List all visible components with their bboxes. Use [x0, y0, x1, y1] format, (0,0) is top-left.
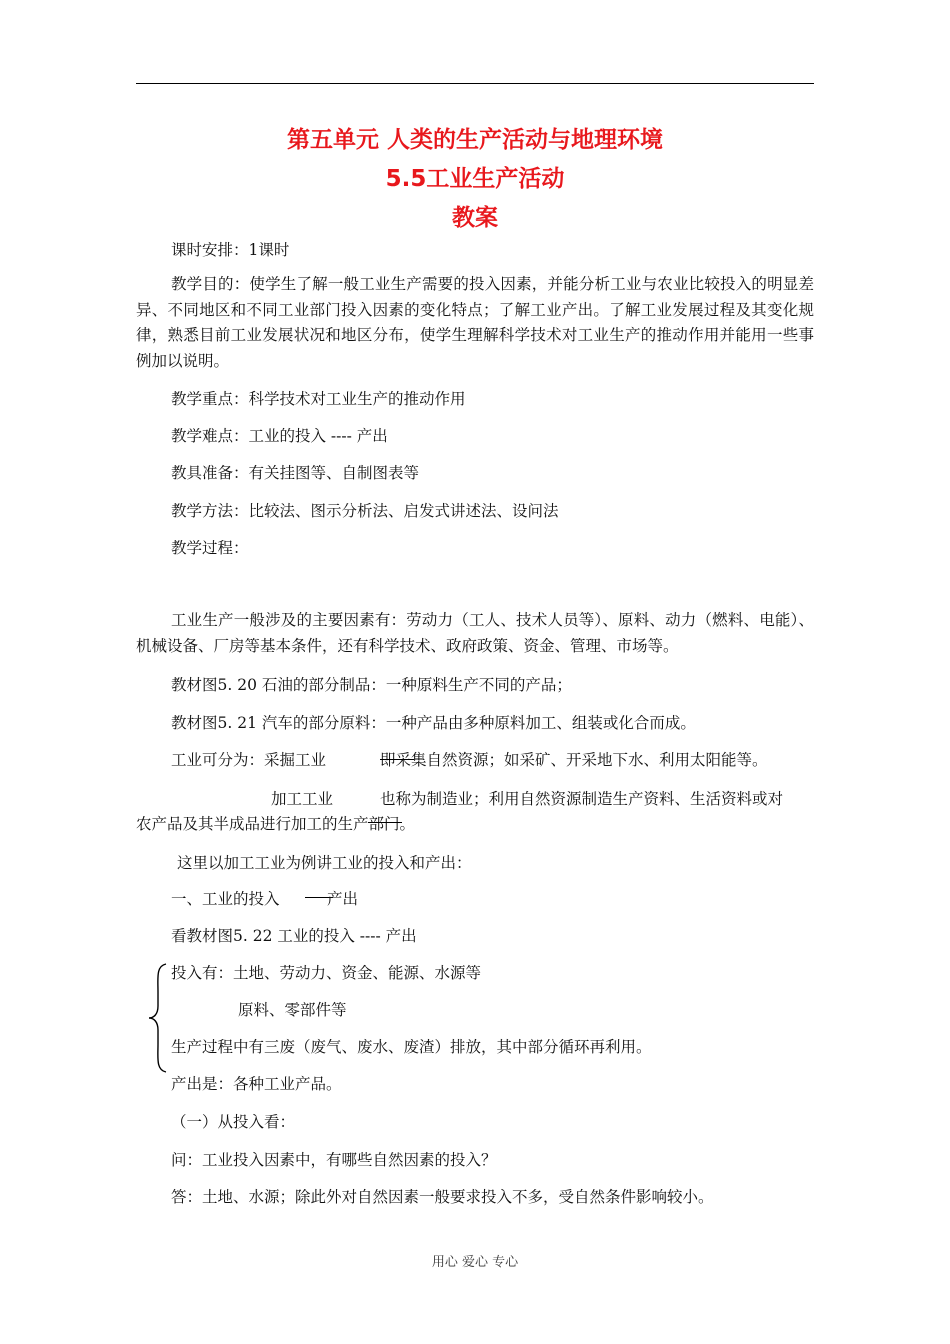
question-line: 问：工业投入因素中，有哪些自然因素的投入？	[171, 1151, 497, 1169]
inputs-continued-line: 原料、零部件等	[238, 1001, 347, 1019]
lesson-title: 5.5工业生产活动	[385, 166, 565, 192]
header-rule	[136, 83, 814, 84]
page-footer: 用心 爱心 专心	[431, 1255, 519, 1270]
schedule-line: 课时安排：1课时	[171, 241, 290, 259]
figure-5-20-line: 教材图5. 20 石油的部分制品：一种原料生产不同的产品；	[171, 676, 572, 694]
processing-description-continued: 农产品及其半成品进行加工的生产部门。	[136, 815, 416, 833]
processing-description: 也称为制造业；利用自然资源制造生产资料、生活资料或对	[380, 790, 784, 808]
difficulty-line: 教学难点：工业的投入 ---- 产出	[171, 427, 388, 445]
figure-5-22-line: 看教材图5. 22 工业的投入 ---- 产出	[171, 927, 417, 945]
subsection-heading: （一）从投入看：	[171, 1113, 296, 1131]
methods-line: 教学方法：比较法、图示分析法、启发式讲述法、设问法	[171, 502, 559, 520]
key-point-line: 教学重点：科学技术对工业生产的推动作用	[171, 390, 466, 408]
process-heading: 教学过程：	[171, 539, 249, 557]
section-heading-input: 一、工业的投入	[171, 890, 280, 908]
objective-paragraph: 教学目的：使学生了解一般工业生产需要的投入因素，并能分析工业与农业比较投入的明显差异、不同地区和不同工业部门投入因素的变化特点；了解工业产出。了解工业发展过程及其变化规律，熟悉目前工业发展状况和地区分布，使学生理解科学技术对工业生产的推动作用并能用一些事例加以说明。	[136, 275, 814, 370]
answer-line: 答：土地、水源；除此外对自然因素一般要求投入不多，受自然条件影响较小。	[171, 1188, 714, 1206]
tools-line: 教具准备：有关挂图等、自制图表等	[171, 464, 420, 482]
strike-mark	[368, 822, 402, 823]
mining-description: 即采集自然资源；如采矿、开采地下水、利用太阳能等。	[380, 751, 768, 769]
outputs-line: 产出是：各种工业产品。	[171, 1075, 342, 1093]
factors-paragraph: 工业生产一般涉及的主要因素有：劳动力（工人、技术人员等）、原料、动力（燃料、电能）、机械设备、厂房等基本条件，还有科学技术、政府政策、资金、管理、市场等。	[136, 611, 814, 655]
document-type-title: 教案	[452, 205, 498, 231]
unit-title: 第五单元 人类的生产活动与地理环境	[286, 127, 663, 153]
example-intro: 这里以加工工业为例讲工业的投入和产出：	[177, 854, 472, 872]
waste-line: 生产过程中有三废（废气、废水、废渣）排放，其中部分循环再利用。	[171, 1038, 652, 1056]
curly-brace-icon	[146, 962, 170, 1074]
processing-label: 加工工业	[271, 790, 334, 808]
figure-5-21-line: 教材图5. 21 汽车的部分原料：一种产品由多种原料加工、组装或化合而成。	[171, 714, 696, 732]
strike-mark	[380, 759, 414, 760]
classification-label: 工业可分为：采掘工业	[171, 751, 327, 769]
section-heading-output: 产出	[327, 890, 359, 908]
inputs-line: 投入有：土地、劳动力、资金、能源、水源等	[171, 964, 482, 982]
